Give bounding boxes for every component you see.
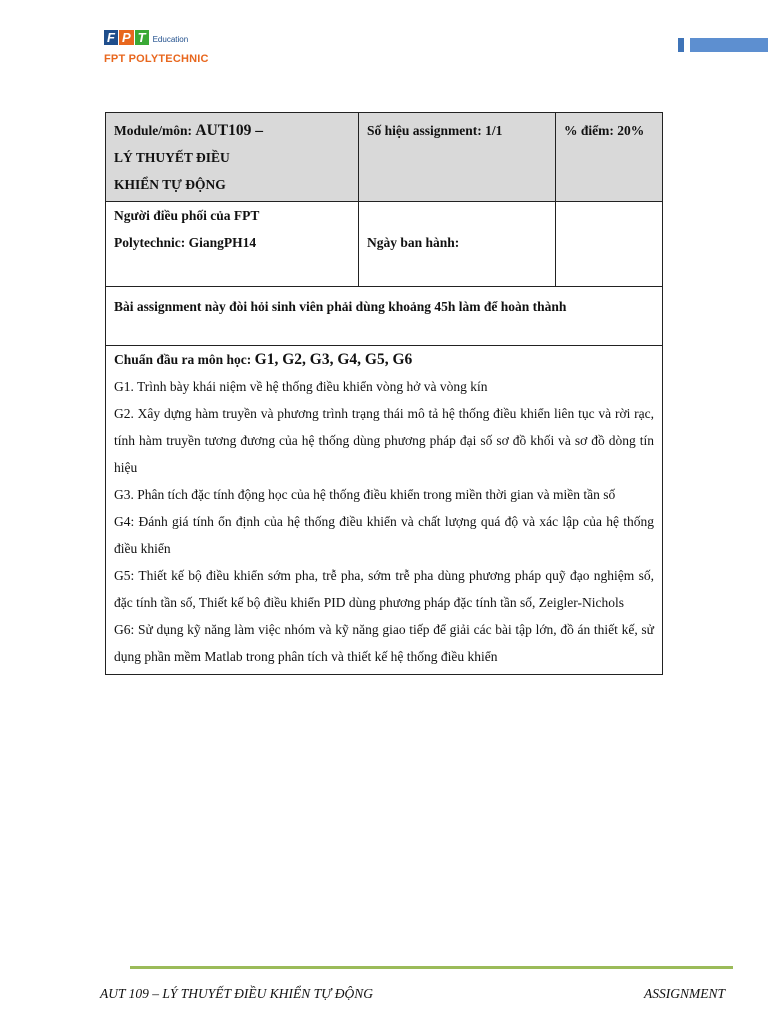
issue-date-cell (359, 202, 556, 287)
outcome-g1: G1. Trình bày khái niệm về hệ thống điều khiển vòng hở và vòng kín (114, 379, 488, 394)
outcomes-codes: G1, G2, G3, G4, G5, G6 (254, 351, 413, 368)
institution-name: FPT POLYTECHNIC (104, 53, 209, 65)
logo-letter-t: T (135, 30, 149, 45)
footer-divider (130, 966, 733, 969)
footer-doc-type: ASSIGNMENT (644, 986, 725, 1001)
module-cell (106, 113, 359, 202)
table-header-row (106, 113, 663, 202)
issue-date-label: Ngày ban hành: (367, 235, 460, 250)
coordinator-line2: Polytechnic: GiangPH14 (114, 235, 257, 250)
fpt-logo (104, 30, 244, 78)
assignment-info-table (105, 112, 663, 675)
coordinator-cell (106, 202, 359, 287)
logo-education-text: Education (152, 35, 189, 44)
logo-letter-f: F (104, 30, 118, 45)
module-name-line2: KHIỂN TỰ ĐỘNG (114, 177, 226, 192)
outcome-g2: G2. Xây dựng hàm truyền và phương trình trạng thái mô tả hệ thống điều khiển liên tục và rời rạc, tính hàm truyền tương đương của hệ thống dùng phương pháp đại số sơ đồ khối và sơ đồ dòng tín hiệu (114, 406, 654, 475)
module-code: AUT109 – (195, 122, 263, 139)
header-accent-bar-small (678, 38, 684, 52)
assignment-number: Số hiệu assignment: 1/1 (359, 113, 556, 202)
module-label: Module/môn: (114, 123, 196, 138)
workload-row (106, 287, 663, 346)
logo-letter-p: P (119, 30, 134, 45)
module-name-line1: LÝ THUYẾT ĐIỀU (114, 150, 230, 165)
outcomes-cell (106, 346, 663, 675)
footer-course-title: AUT 109 – LÝ THUYẾT ĐIỀU KHIỂN TỰ ĐỘNG (100, 986, 373, 1001)
coordinator-row (106, 202, 663, 287)
outcome-g6: G6: Sử dụng kỹ năng làm việc nhóm và kỹ năng giao tiếp để giải các bài tập lớn, đồ án thiết kế, sử dụng phần mềm Matlab trong phân tích và thiết kế hệ thống điều khiển (114, 622, 654, 664)
workload-text: Bài assignment này đòi hỏi sinh viên phải dùng khoảng 45h làm để hoàn thành (106, 287, 663, 346)
outcomes-row (106, 346, 663, 675)
outcome-g5: G5: Thiết kế bộ điều khiển sớm pha, trễ pha, sớm trễ pha dùng phương pháp quỹ đạo nghiệm số, đặc tính tần số, Thiết kế bộ điều khiển PID dùng phương pháp đặc tính tần số, Zeigler-Nichols (114, 568, 654, 610)
coordinator-line1: Người điều phối của FPT (114, 208, 260, 223)
outcome-g3: G3. Phân tích đặc tính động học của hệ thống điều khiển trong miền thời gian và miền tần số (114, 487, 616, 502)
outcomes-label: Chuẩn đầu ra môn học: (114, 352, 255, 367)
issue-date-value (556, 202, 663, 287)
outcome-g4: G4: Đánh giá tính ổn định của hệ thống điều khiển và chất lượng quá độ và xác lập của hệ thống điều khiển (114, 514, 654, 556)
percent-score: % điểm: 20% (556, 113, 663, 202)
header-accent-bar (690, 38, 768, 52)
